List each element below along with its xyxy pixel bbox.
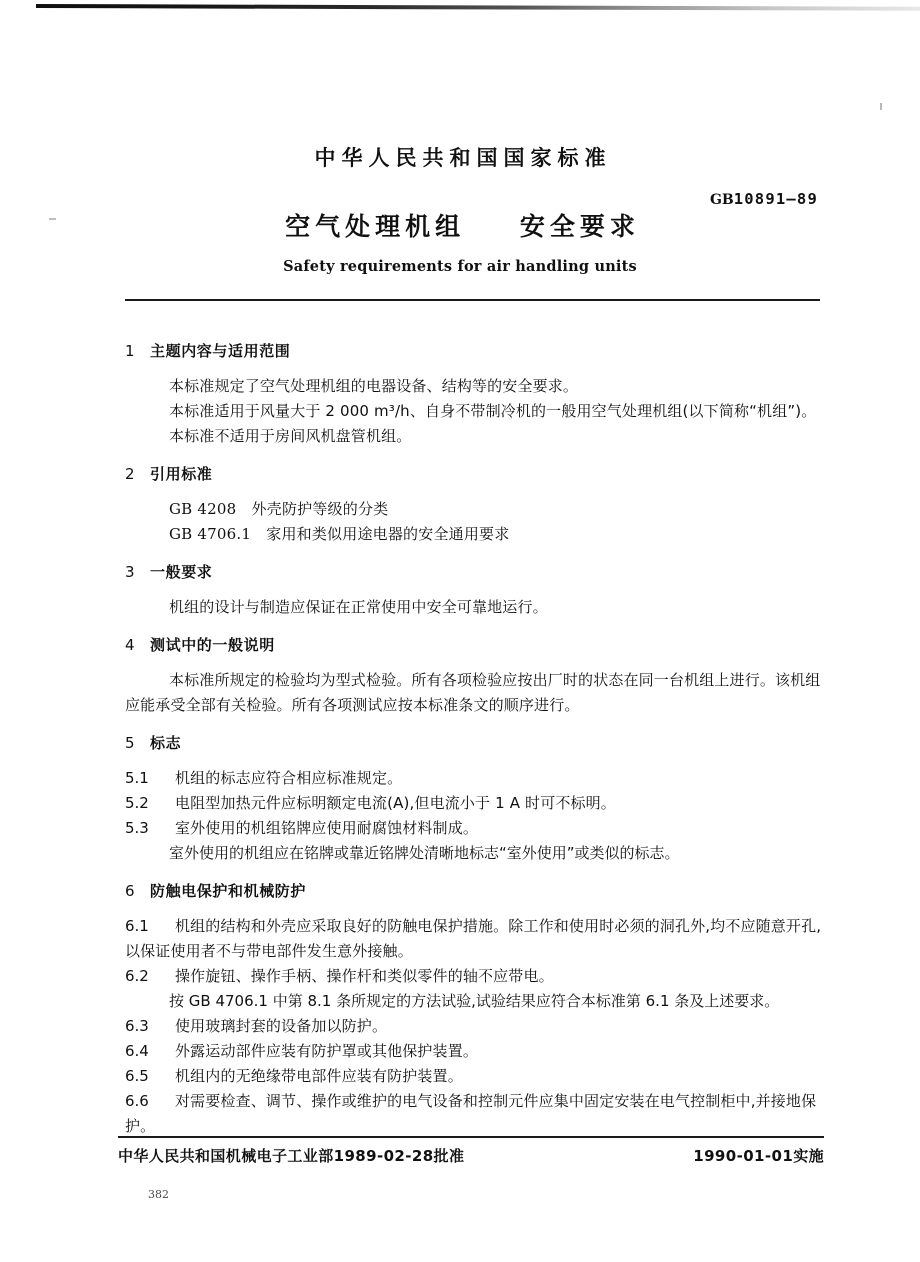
clause-6-6 — [125, 1089, 825, 1139]
section-number-6: 6 — [125, 882, 136, 900]
header-divider — [125, 299, 820, 301]
section-number-2: 2 — [125, 465, 136, 483]
clause-number-6-5: 6.5 — [125, 1067, 149, 1085]
section-heading-3 — [125, 561, 825, 582]
clause-5-1 — [125, 766, 825, 791]
standard-number-value: 10891—89 — [733, 190, 818, 208]
section-4-paragraph-1: 本标准所规定的检验均为型式检验。所有各项检验应按出厂时的状态在同一台机组上进行。该机组应能承受全部有关检验。所有各项测试应按本标准条文的顺序进行。 — [125, 671, 821, 714]
page-title-english: Safety requirements for air handling units — [283, 258, 637, 275]
national-standard-title: 中华人民共和国国家标准 — [314, 146, 612, 170]
clause-text-5-3: 室外使用的机组铭牌应使用耐腐蚀材料制成。 — [175, 819, 479, 837]
document-footer — [118, 1145, 824, 1166]
clause-number-5-1: 5.1 — [125, 769, 149, 787]
section-3-paragraph-1: 机组的设计与制造应保证在正常使用中安全可靠地运行。 — [169, 598, 548, 616]
section-title-5: 标志 — [150, 734, 182, 752]
section-heading-5 — [125, 732, 825, 753]
section-1-paragraph-1: 本标准规定了空气处理机组的电器设备、结构等的安全要求。 — [169, 377, 579, 395]
clause-5-3-subparagraph: 室外使用的机组应在铭牌或靠近铭牌处清晰地标志“室外使用”或类似的标志。 — [169, 844, 680, 862]
clause-number-5-3: 5.3 — [125, 819, 149, 837]
clause-text-6-4: 外露运动部件应装有防护罩或其他保护装置。 — [175, 1042, 479, 1060]
clause-number-6-1: 6.1 — [125, 917, 149, 935]
section-title-4: 测试中的一般说明 — [150, 636, 275, 654]
section-heading-6 — [125, 880, 825, 901]
footer-effective-date: 1990-01-01实施 — [693, 1147, 824, 1165]
clause-number-6-6: 6.6 — [125, 1092, 149, 1110]
clause-5-3 — [125, 816, 825, 841]
clause-6-1 — [125, 914, 825, 964]
clause-text-6-5: 机组内的无绝缘带电部件应装有防护装置。 — [175, 1067, 463, 1085]
clause-text-6-3: 使用玻璃封套的设备加以防护。 — [175, 1017, 388, 1035]
section-heading-2 — [125, 463, 825, 484]
clause-text-6-2: 操作旋钮、操作手柄、操作杆和类似零件的轴不应带电。 — [175, 967, 554, 985]
scan-edge-artifact — [36, 4, 920, 11]
clause-6-4 — [125, 1039, 825, 1064]
clause-6-3 — [125, 1014, 825, 1039]
section-1-paragraph-2: 本标准适用于风量大于 2 000 m³/h、自身不带制冷机的一般用空气处理机组(以下简称“机组”)。 — [169, 402, 817, 420]
clause-5-2 — [125, 791, 825, 816]
section-number-5: 5 — [125, 734, 136, 752]
section-number-4: 4 — [125, 636, 136, 654]
clause-text-5-2: 电阻型加热元件应标明额定电流(A),但电流小于 1 A 时可不标明。 — [175, 794, 616, 812]
section-number-1: 1 — [125, 342, 136, 360]
document-body — [125, 340, 825, 1139]
standard-number — [710, 190, 818, 208]
referenced-standard-2: GB 4706.1 家用和类似用途电器的安全通用要求 — [169, 525, 510, 543]
page-title: 空气处理机组 安全要求 — [285, 212, 640, 241]
section-title-2: 引用标准 — [150, 465, 213, 483]
clause-number-6-4: 6.4 — [125, 1042, 149, 1060]
clause-number-6-2: 6.2 — [125, 967, 149, 985]
section-title-3: 一般要求 — [150, 563, 213, 581]
clause-number-6-3: 6.3 — [125, 1017, 149, 1035]
page-number: 382 — [148, 1188, 169, 1201]
referenced-standard-1: GB 4208 外壳防护等级的分类 — [169, 500, 389, 518]
section-1-paragraph-3: 本标准不适用于房间风机盘管机组。 — [169, 427, 412, 445]
section-heading-1 — [125, 340, 825, 361]
clause-text-6-1: 机组的结构和外壳应采取良好的防触电保护措施。除工作和使用时必须的洞孔外,均不应随意开孔,以保证使用者不与带电部件发生意外接触。 — [125, 917, 822, 960]
footer-approval-text: 中华人民共和国机械电子工业部1989-02-28批准 — [118, 1147, 465, 1165]
clause-6-5 — [125, 1064, 825, 1089]
standard-number-prefix: GB — [709, 192, 734, 208]
section-title-1: 主题内容与适用范围 — [150, 342, 291, 360]
section-heading-4 — [125, 634, 825, 655]
footer-divider — [118, 1136, 824, 1138]
section-number-3: 3 — [125, 563, 136, 581]
clause-text-5-1: 机组的标志应符合相应标准规定。 — [175, 769, 403, 787]
clause-6-2 — [125, 964, 825, 989]
clause-number-5-2: 5.2 — [125, 794, 149, 812]
scan-speck-artifact-right — [880, 103, 882, 110]
section-title-6: 防触电保护和机械防护 — [150, 882, 307, 900]
clause-text-6-6: 对需要检查、调节、操作或维护的电气设备和控制元件应集中固定安装在电气控制柜中,并接地保护。 — [125, 1092, 817, 1135]
clause-6-2-subparagraph: 按 GB 4706.1 中第 8.1 条所规定的方法试验,试验结果应符合本标准第 6.1 条及上述要求。 — [169, 992, 780, 1010]
